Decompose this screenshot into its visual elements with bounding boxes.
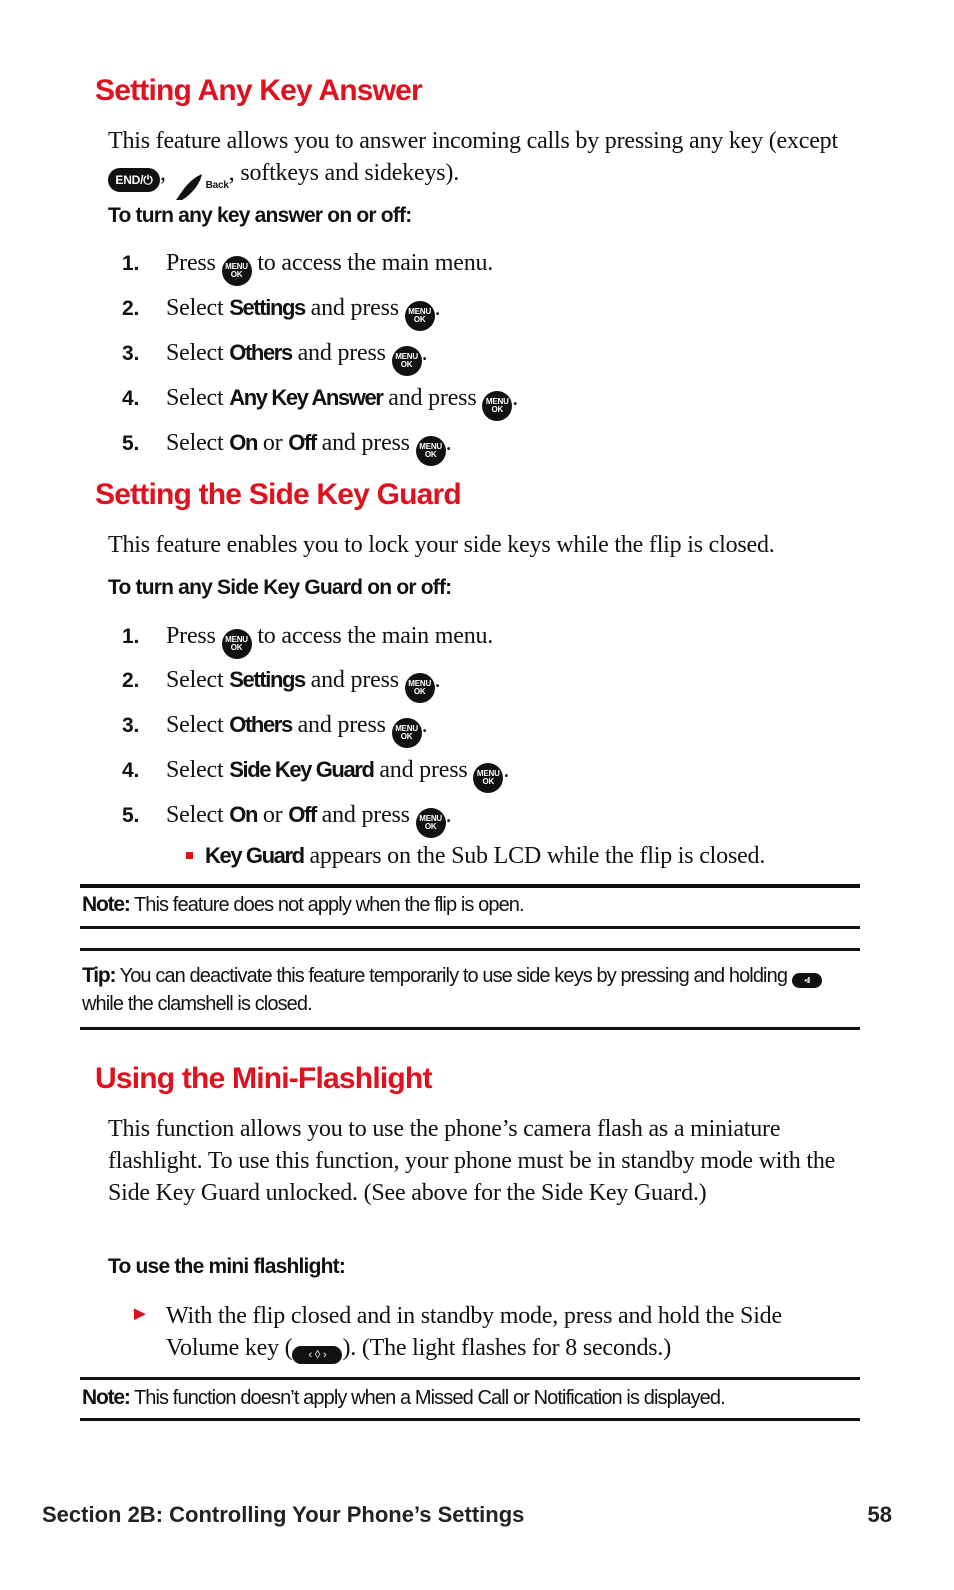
any-key-step-4: 4. Select Any Key Answer and press MENU OK . xyxy=(122,382,518,421)
mini-flashlight-instruction: With the flip closed and in standby mode, press and hold the Side Volume key ( ‹ ◊ › ). (The light flashes for 8 seconds.) xyxy=(166,1300,846,1364)
side-key-step-3: 3. Select Others and press MENU OK . xyxy=(122,709,427,748)
side-volume-key-icon: ‹ ◊ › xyxy=(292,1346,342,1364)
section-title-any-key-answer: Setting Any Key Answer xyxy=(95,74,422,107)
menu-ok-key-icon: MENU OK xyxy=(473,763,503,793)
tip-side-keys: Tip: You can deactivate this feature temporarily to use side keys by pressing and holding •ıll while the clamshell is closed. xyxy=(82,962,862,1018)
side-key-step-1: 1. Press MENU OK to access the main menu. xyxy=(122,620,493,659)
arrow-bullet-icon: ► xyxy=(130,1303,150,1325)
side-key-step-5: 5. Select On or Off and press MENU OK . xyxy=(122,799,451,838)
section-title-side-key-guard: Setting the Side Key Guard xyxy=(95,478,461,511)
menu-ok-key-icon: MENU OK xyxy=(222,629,252,659)
menu-ok-key-icon: MENU OK xyxy=(222,256,252,286)
menu-ok-key-icon: MENU OK xyxy=(392,346,422,376)
divider xyxy=(80,948,860,951)
menu-ok-key-icon: MENU OK xyxy=(416,436,446,466)
any-key-answer-subhead: To turn any key answer on or off: xyxy=(108,204,412,227)
side-key-step-4: 4. Select Side Key Guard and press MENU OK . xyxy=(122,754,509,793)
any-key-step-3: 3. Select Others and press MENU OK . xyxy=(122,337,427,376)
mini-flashlight-subhead: To use the mini flashlight: xyxy=(108,1255,346,1278)
menu-ok-key-icon: MENU OK xyxy=(392,718,422,748)
any-key-step-5: 5. Select On or Off and press MENU OK . xyxy=(122,427,451,466)
any-key-step-2: 2. Select Settings and press MENU OK . xyxy=(122,292,440,331)
side-key-guard-intro: This feature enables you to lock your side keys while the flip is closed. xyxy=(108,532,775,558)
side-key-step-2: 2. Select Settings and press MENU OK . xyxy=(122,664,440,703)
end-power-key-icon: END/⏻ xyxy=(108,168,160,192)
divider xyxy=(80,884,860,888)
divider xyxy=(80,1377,860,1380)
page-number: 58 xyxy=(867,1502,892,1527)
menu-ok-key-icon: MENU OK xyxy=(405,673,435,703)
back-key-icon: Back xyxy=(172,165,229,202)
side-key-guard-subhead: To turn any Side Key Guard on or off: xyxy=(108,576,452,599)
page-footer xyxy=(42,1502,892,1528)
menu-ok-key-icon: MENU OK xyxy=(416,808,446,838)
menu-ok-key-icon: MENU OK xyxy=(405,301,435,331)
any-key-answer-intro: This feature allows you to answer incoming calls by pressing any key (except END/⏻ , Back, softkeys and sidekeys). xyxy=(108,125,868,202)
divider xyxy=(80,926,860,929)
mini-flashlight-intro: This function allows you to use the phone’s camera flash as a miniature flashlight. To use this function, your phone must be in standby mode with the Side Key Guard unlocked. (See above for the Side Key Guard.) xyxy=(108,1116,836,1206)
menu-ok-key-icon: MENU OK xyxy=(482,391,512,421)
note-missed-call: Note: This function doesn’t apply when a Missed Call or Notification is displayed. xyxy=(82,1386,725,1409)
side-key-icon: •ıll xyxy=(792,973,822,988)
bullet-square-icon xyxy=(186,852,193,859)
footer-section-title: Section 2B: Controlling Your Phone’s Settings xyxy=(42,1502,525,1527)
key-guard-bullet: Key Guard appears on the Sub LCD while the flip is closed. xyxy=(186,840,765,872)
divider xyxy=(80,1027,860,1030)
note-flip-open: Note: This feature does not apply when the flip is open. xyxy=(82,893,524,916)
any-key-step-1: 1. Press MENU OK to access the main menu. xyxy=(122,247,493,286)
divider xyxy=(80,1418,860,1421)
section-title-mini-flashlight: Using the Mini-Flashlight xyxy=(95,1062,432,1095)
